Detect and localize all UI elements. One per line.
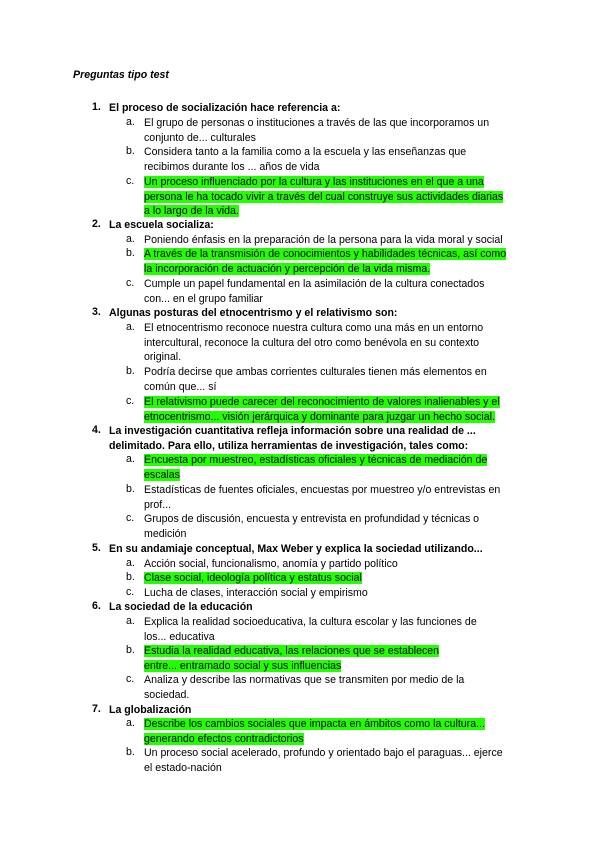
option-letter: b. xyxy=(126,247,135,259)
option-letter: a. xyxy=(126,321,135,333)
question-text: En su andamiaje conceptual, Max Weber y explica la sociedad utilizando... xyxy=(109,543,483,555)
document-title: Preguntas tipo test xyxy=(73,69,169,81)
question-text: La escuela socializa: xyxy=(109,219,214,231)
option-text-highlighted: A través de la transmisión de conocimientos y habilidades técnicas, así como la incorporación de actuación y percepción de la vida misma. xyxy=(144,248,507,275)
option-letter: c. xyxy=(126,512,135,524)
option-letter: a. xyxy=(126,233,135,245)
question-text: El proceso de socialización hace referencia a: xyxy=(109,102,341,114)
option-letter: c. xyxy=(126,395,135,407)
option-text-highlighted: Describe los cambios sociales que impacta en ámbitos como la cultura... generando efectos contradictorios xyxy=(144,718,485,745)
option-text-highlighted: Un proceso influenciado por la cultura y las instituciones en el que a una persona le ha tocado vivir a través del cual construye sus actividades diarias a lo largo de la vida. xyxy=(144,176,504,217)
option-text: Un proceso social acelerado, profundo y orientado bajo el paraguas... ejerce el estado-nación xyxy=(144,747,503,774)
question-number: 2. xyxy=(92,218,101,230)
option-letter: a. xyxy=(126,453,135,465)
option-text: El grupo de personas o instituciones a través de las que incorporamos un conjunto de... culturales xyxy=(144,117,490,144)
option-text: Acción social, funcionalismo, anomía y partido político xyxy=(144,558,398,570)
option-text-highlighted: Clase social, ideología política y estatus social xyxy=(144,572,362,584)
option-text: Grupos de discusión, encuesta y entrevista en profundidad y técnicas o medición xyxy=(144,513,480,540)
question-text: Algunas posturas del etnocentrismo y el relativismo son: xyxy=(109,307,398,319)
option-text: Explica la realidad socioeducativa, la cultura escolar y las funciones de los... educativa xyxy=(144,616,477,643)
option-text: Poniendo énfasis en la preparación de la persona para la vida moral y social xyxy=(144,234,503,246)
option-text: Analiza y describe las normativas que se transmiten por medio de la sociedad. xyxy=(144,674,465,701)
question-number: 1. xyxy=(92,101,101,113)
option-letter: a. xyxy=(126,717,135,729)
option-text-highlighted: Encuesta por muestreo, estadísticas oficiales y técnicas de mediación de escalas xyxy=(144,454,488,481)
option-letter: b. xyxy=(126,365,135,377)
question-number: 7. xyxy=(92,703,101,715)
question-number: 5. xyxy=(92,542,101,554)
option-text: Cumple un papel fundamental en la asimilación de la cultura conectados con... en el grupo familiar xyxy=(144,278,485,305)
option-letter: a. xyxy=(126,116,135,128)
option-letter: b. xyxy=(126,746,135,758)
option-text: El etnocentrismo reconoce nuestra cultura como una más en un entorno intercultural, reconoce la cultura del otro como benévola en su contexto original. xyxy=(144,322,484,363)
option-text-highlighted: Estudia la realidad educativa, las relaciones que se establecen entre... entramado social y sus influencias xyxy=(144,645,440,672)
question-text: La globalización xyxy=(109,704,192,716)
option-text: Considera tanto a la familia como a la escuela y las enseñanzas que recibimos durante los ... años de vida xyxy=(144,146,467,173)
question-number: 6. xyxy=(92,600,101,612)
option-text: Estadísticas de fuentes oficiales, encuestas por muestreo y/o entrevistas en prof... xyxy=(144,484,501,511)
question-number: 4. xyxy=(92,424,101,436)
option-letter: c. xyxy=(126,175,135,187)
option-letter: b. xyxy=(126,644,135,656)
option-letter: c. xyxy=(126,277,135,289)
option-text: Podría decirse que ambas corrientes culturales tienen más elementos en común que... sí xyxy=(144,366,487,393)
option-letter: c. xyxy=(126,586,135,598)
question-number: 3. xyxy=(92,306,101,318)
question-text: La investigación cuantitativa refleja información sobre una realidad de ... delimitado. Para ello, utiliza herramientas de investigación, tales como: xyxy=(109,425,476,452)
option-letter: b. xyxy=(126,483,135,495)
question-text: La sociedad de la educación xyxy=(109,601,253,613)
option-text-highlighted: El relativismo puede carecer del reconocimiento de valores inalienables y el etnocentrismo... visión jerárquica y dominante para juzgar un hecho social. xyxy=(144,396,500,423)
option-letter: b. xyxy=(126,145,135,157)
option-letter: c. xyxy=(126,673,135,685)
option-letter: b. xyxy=(126,571,135,583)
option-letter: a. xyxy=(126,615,135,627)
option-letter: a. xyxy=(126,557,135,569)
option-text: Lucha de clases, interacción social y empirismo xyxy=(144,587,368,599)
